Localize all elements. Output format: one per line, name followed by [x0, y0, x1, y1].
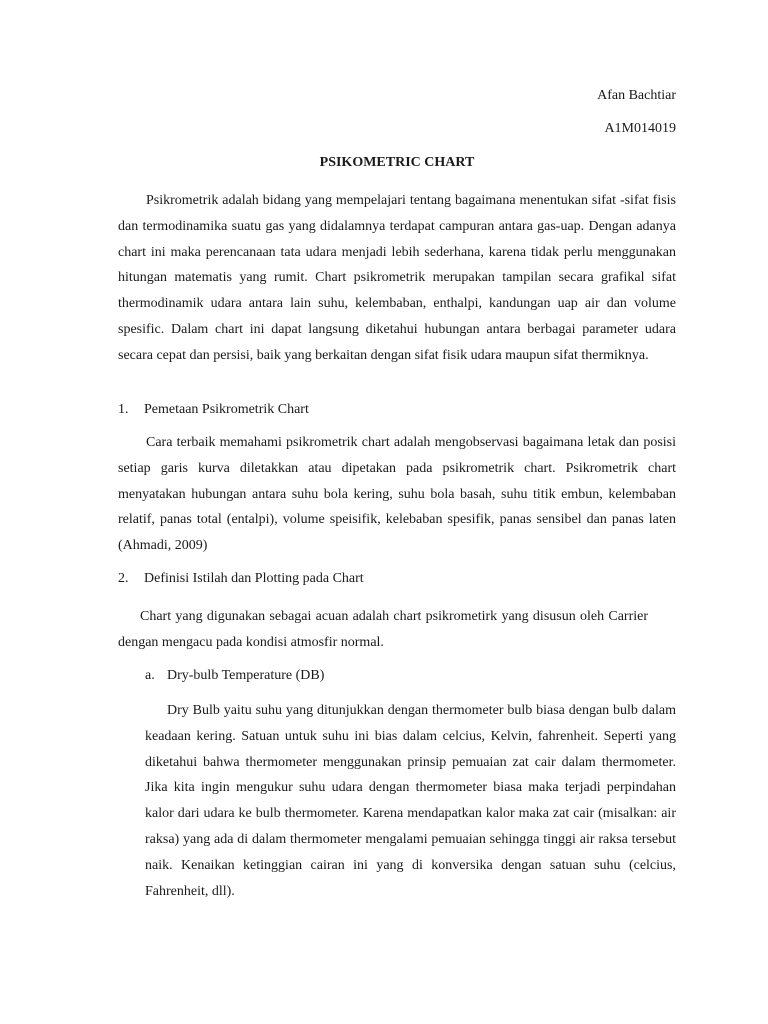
- subsection-a-heading: [145, 668, 324, 684]
- subsection-a-paragraph: Dry Bulb yaitu suhu yang ditunjukkan dengan thermometer bulb biasa dengan bulb dalam keadaan kering. Satuan untuk suhu ini bias dalam celcius, Kelvin, fahrenheit. Seperti yang diketahui bahwa thermometer menggunakan prinsip pemuaian zat cair dalam thermometer. Jika kita ingin mengukur suhu udara dengan thermometer biasa maka terjadi perpindahan kalor dari udara ke bulb thermometer. Karena mendapatkan kalor maka zat cair (misalkan: air raksa) yang ada di dalam thermometer mengalami pemuaian sehingga tinggi air raksa tersebut naik. Kenaikan ketinggian cairan ini yang di konversika dengan satuan suhu (celcius, Fahrenheit, dll).: [145, 703, 676, 899]
- section-2-title: Definisi Istilah dan Plotting pada Chart: [144, 571, 364, 586]
- section-1-paragraph: Cara terbaik memahami psikrometrik chart adalah mengobservasi bagaimana letak dan posisi setiap garis kurva diletakkan atau dipetakan pada psikrometrik chart. Psikrometrik chart menyatakan hubungan antara suhu bola kering, suhu bola basah, suhu titik embun, kelembaban relatif, panas total (entalpi), volume speisifik, kelebaban spesifik, panas sensibel dan panas laten (Ahmadi, 2009): [118, 435, 676, 554]
- author-name: Afan Bachtiar: [597, 88, 676, 103]
- section-1-number: 1.: [118, 402, 129, 417]
- subsection-a-letter: a.: [145, 668, 155, 683]
- intro-paragraph: Psikrometrik adalah bidang yang mempelajari tentang bagaimana menentukan sifat -sifat fisis dan termodinamika suatu gas yang didalamnya terdapat campuran antara gas-uap. Dengan adanya chart ini maka perencanaan tata udara menjadi lebih sederhana, karena tidak perlu menggunakan hitungan matematis yang rumit. Chart psikrometrik merupakan tampilan secara grafikal sifat thermodinamik udara antara lain suhu, kelembaban, enthalpi, kandungan uap air dan volume spesific. Dalam chart ini dapat langsung diketahui hubungan antara berbagai parameter udara secara cepat dan persisi, baik yang berkaitan dengan sifat fisik udara maupun sifat thermiknya.: [118, 193, 676, 363]
- document-title: PSIKOMETRIC CHART: [319, 155, 475, 170]
- section-2-number: 2.: [118, 571, 129, 586]
- subsection-a-title: Dry-bulb Temperature (DB): [167, 668, 325, 683]
- section-1-heading: [118, 402, 309, 418]
- student-id: A1M014019: [604, 121, 676, 136]
- section-1-title: Pemetaan Psikrometrik Chart: [144, 402, 309, 417]
- section-2-paragraph: Chart yang digunakan sebagai acuan adalah chart psikrometirk yang disusun oleh Carrier dengan mengacu pada kondisi atmosfir normal.: [118, 609, 648, 650]
- section-2-heading: [118, 571, 364, 587]
